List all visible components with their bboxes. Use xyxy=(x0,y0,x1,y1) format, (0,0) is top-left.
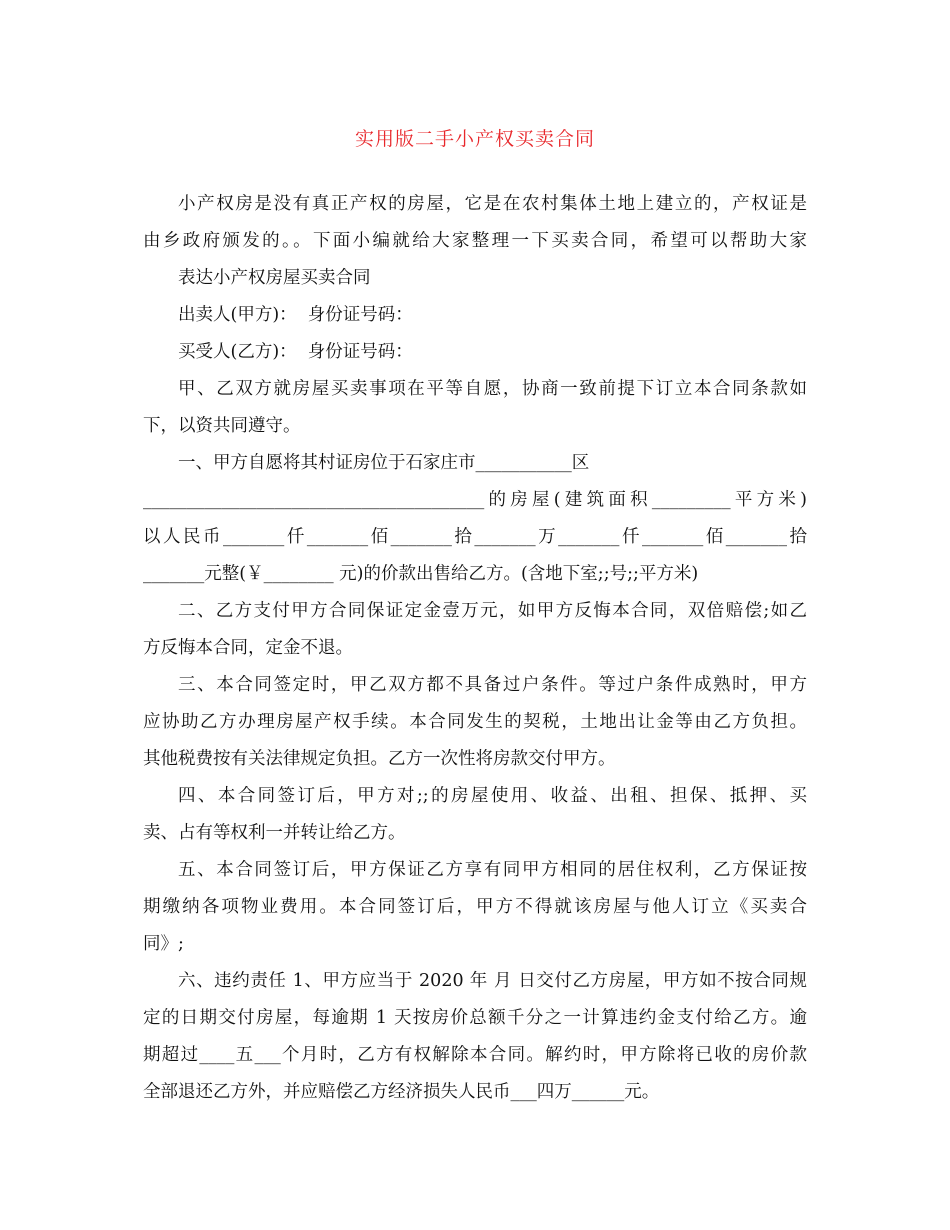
clause-3-line: 三、本合同签定时，甲乙双方都不具备过户条件。等过户条件成熟时，甲方 xyxy=(178,675,807,695)
clause-5-line: 五、本合同签订后，甲方保证乙方享有同甲方相同的居住权利，乙方保证按 xyxy=(178,860,807,880)
clause-3-line: 其他税费按有关法律规定负担。乙方一次性将房款交付甲方。 xyxy=(143,749,616,769)
paragraph-line: 甲、乙双方就房屋买卖事项在平等自愿，协商一致前提下订立本合同条款如 xyxy=(178,379,807,399)
clause-6-line: 定的日期交付房屋，每逾期 1 天按房价总额千分之一计算违约金支付给乙方。逾 xyxy=(143,1008,807,1028)
clause-2-line: 二、乙方支付甲方合同保证定金壹万元，如甲方反悔本合同，双倍赔偿;如乙 xyxy=(178,601,807,621)
clause-6-line: 六、违约责任 1、甲方应当于 2020 年 月 日交付乙方房屋，甲方如不按合同规 xyxy=(178,971,807,991)
buyer-line: 买受人(乙方)： 身份证号码： xyxy=(178,342,413,362)
paragraph-line: 由乡政府颁发的。。下面小编就给大家整理一下买卖合同，希望可以帮助大家 xyxy=(143,231,807,251)
document-title: 实用版二手小产权买卖合同 xyxy=(354,128,595,150)
clause-4-line: 四、本合同签订后，甲方对;;的房屋使用、收益、出租、担保、抵押、买 xyxy=(178,786,807,806)
paragraph-line: 小产权房是没有真正产权的房屋，它是在农村集体土地上建立的，产权证是 xyxy=(178,194,807,214)
clause-1-line: _______元整(￥________ 元)的价款出售给乙方。(含地下室;;号;;平方米) xyxy=(143,564,699,584)
paragraph-line: 下，以资共同遵守。 xyxy=(143,416,301,436)
clause-5-line: 期缴纳各项物业费用。本合同签订后，甲方不得就该房屋与他人订立《买卖合 xyxy=(143,897,807,917)
clause-6-line: 期超过____五___个月时，乙方有权解除本合同。解约时，甲方除将已收的房价款 xyxy=(143,1045,807,1065)
clause-1-line: 一、甲方自愿将其村证房位于石家庄市___________区 xyxy=(178,453,590,473)
clause-3-line: 应协助乙方办理房屋产权手续。本合同发生的契税，土地出让金等由乙方负担。 xyxy=(143,712,807,732)
seller-line: 出卖人(甲方)： 身份证号码： xyxy=(178,305,413,325)
clause-2-line: 方反悔本合同，定金不退。 xyxy=(143,638,353,658)
clause-1-line: 以人民币_______仟_______佰_______拾_______万_______仟_______佰_______拾 xyxy=(143,527,807,547)
paragraph-line: 表达小产权房屋买卖合同 xyxy=(178,268,371,288)
clause-4-line: 卖、占有等权利一并转让给乙方。 xyxy=(143,823,406,843)
document-body xyxy=(143,186,807,1111)
clause-1-line: _______________________________________的房屋(建筑面积_________平方米) xyxy=(143,490,807,510)
clause-5-line: 同》; xyxy=(143,934,184,954)
clause-6-line: 全部退还乙方外，并应赔偿乙方经济损失人民币___四万______元。 xyxy=(143,1082,660,1102)
